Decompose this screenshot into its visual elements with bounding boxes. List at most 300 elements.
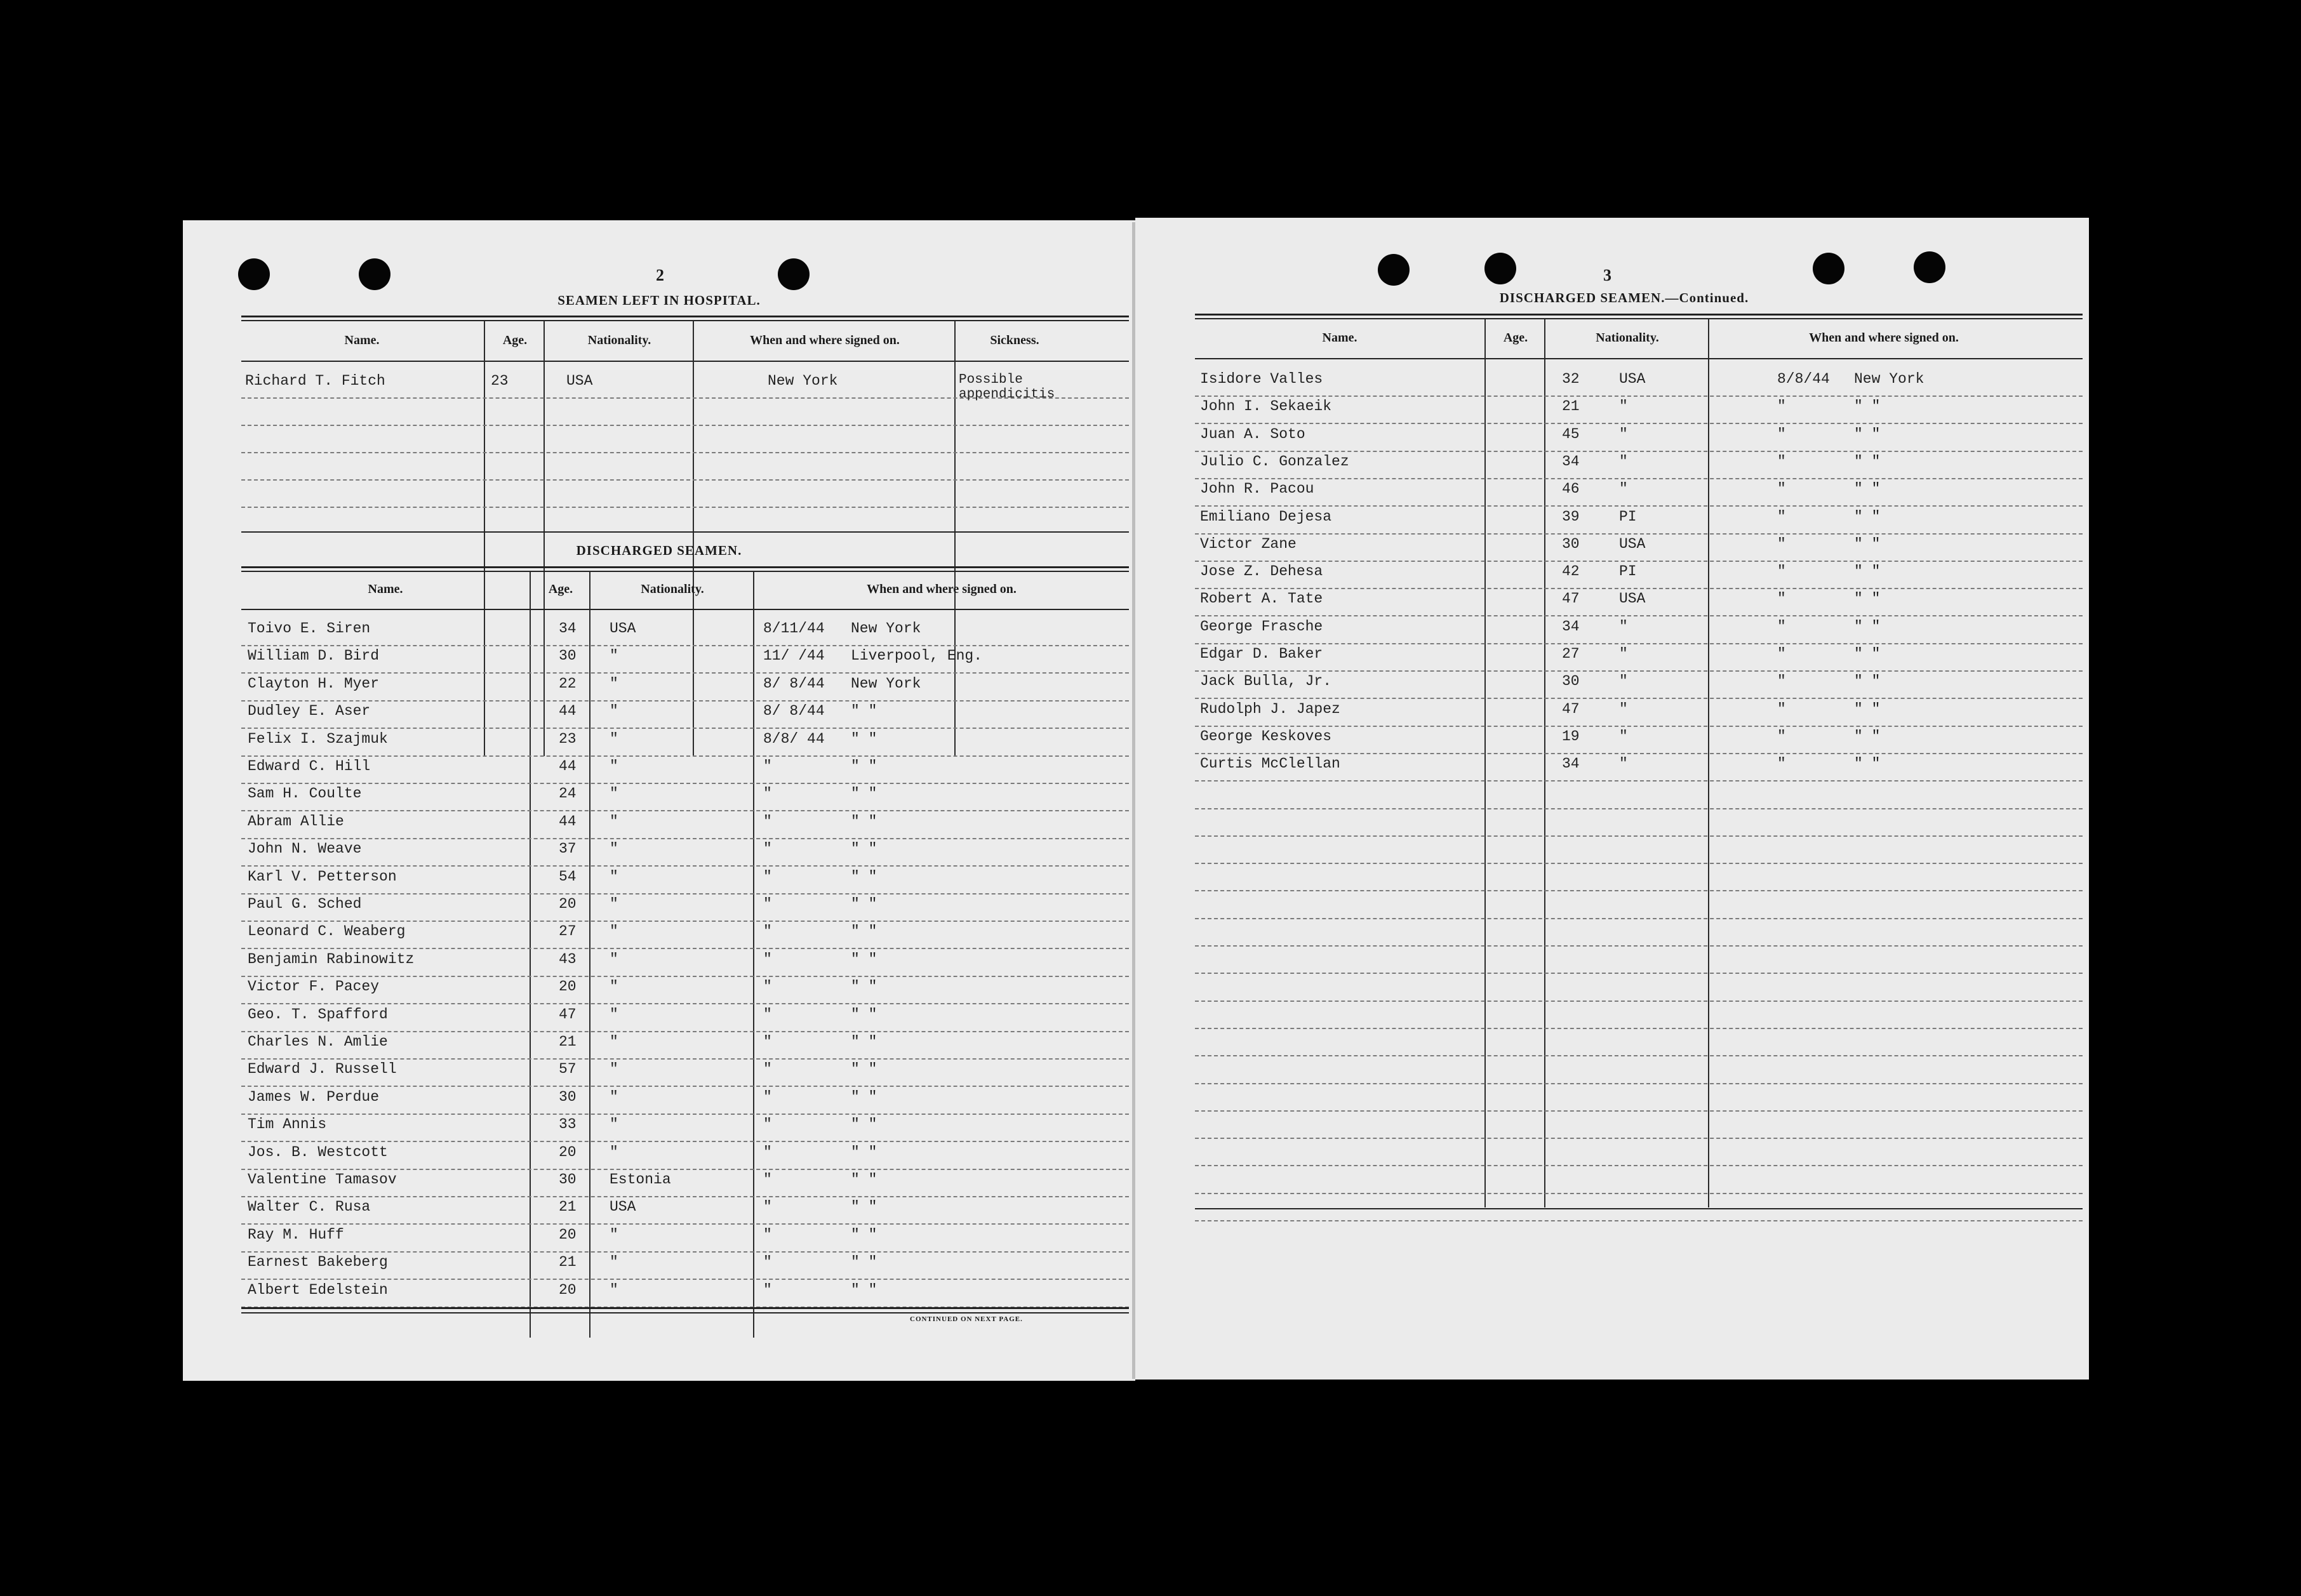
table-row [1195, 726, 2083, 754]
age-cell: 21 [559, 1199, 577, 1216]
age-cell: 44 [559, 813, 577, 830]
age-cell: 47 [1562, 700, 1580, 717]
nationality-cell: " [610, 1061, 618, 1078]
page-number: 3 [1603, 266, 1611, 284]
date-cell: " [763, 1226, 772, 1243]
place-cell: " " [851, 1281, 877, 1298]
date-cell: " [763, 785, 772, 802]
signed-cell: New York [768, 373, 838, 389]
name-cell: Benjamin Rabinowitz [248, 950, 415, 968]
nationality-cell: " [1619, 646, 1628, 662]
place-cell: " " [1854, 481, 1881, 498]
place-cell: " " [851, 1199, 877, 1216]
discharged-title: DISCHARGED SEAMEN. [576, 543, 742, 558]
nationality-cell: " [610, 1088, 618, 1105]
table-row [241, 948, 1129, 977]
table-row [241, 397, 1129, 426]
name-cell: Geo. T. Spafford [248, 1006, 388, 1023]
date-cell: " [1777, 535, 1786, 552]
name-cell: Edward J. Russell [248, 1061, 397, 1078]
age-cell: 20 [559, 1226, 577, 1243]
place-cell: " " [851, 841, 877, 858]
nationality-cell: " [610, 978, 618, 995]
name-cell: Ray M. Huff [248, 1226, 344, 1243]
name-cell: Leonard C. Weaberg [248, 923, 406, 940]
name-cell: Emiliano Dejesa [1200, 508, 1332, 525]
place-cell: " " [1854, 618, 1881, 635]
date-cell: " [763, 1116, 772, 1133]
column-header: Name. [1322, 331, 1357, 345]
nationality-cell: USA [610, 1199, 636, 1216]
binder-hole [359, 258, 390, 290]
nationality-cell: " [610, 1226, 618, 1243]
name-cell: Toivo E. Siren [248, 620, 371, 637]
table-row [241, 1224, 1129, 1253]
table-row [241, 811, 1129, 839]
column-header: Sickness. [990, 333, 1039, 347]
nationality-cell: " [1619, 700, 1628, 717]
date-cell: " [1777, 425, 1786, 442]
name-cell: Walter C. Rusa [248, 1199, 371, 1216]
date-cell: " [763, 950, 772, 968]
table-row [241, 921, 1129, 949]
table-row [241, 673, 1129, 702]
table-row [1195, 561, 2083, 589]
place-cell: " " [1854, 398, 1881, 415]
table-row [1195, 1193, 2083, 1221]
nationality-cell: " [610, 923, 618, 940]
nationality-cell: " [610, 813, 618, 830]
nationality-cell: " [610, 648, 618, 665]
place-cell: " " [851, 1006, 877, 1023]
table-row [1195, 1083, 2083, 1112]
nationality-cell: " [1619, 618, 1628, 635]
date-cell: " [763, 1034, 772, 1050]
nationality-cell: " [610, 1254, 618, 1271]
divider [241, 320, 1129, 321]
table-row [1195, 506, 2083, 535]
column-header: When and where signed on. [1809, 331, 1959, 345]
name-cell: Isidore Valles [1200, 371, 1323, 387]
place-cell: " " [851, 923, 877, 940]
nationality-cell: " [610, 868, 618, 885]
table-row [1195, 1138, 2083, 1166]
age-cell: 20 [559, 896, 577, 912]
nationality-cell: " [610, 703, 618, 720]
column-header: Name. [344, 333, 380, 347]
age-cell: 57 [559, 1061, 577, 1078]
age-cell: 42 [1562, 563, 1580, 580]
table-row [1195, 478, 2083, 507]
binder-hole [1484, 253, 1516, 284]
age-cell: 22 [559, 675, 577, 692]
place-cell: " " [1854, 535, 1881, 552]
name-cell: John N. Weave [248, 841, 362, 858]
name-cell: Clayton H. Myer [248, 675, 380, 692]
name-cell: Jose Z. Dehesa [1200, 563, 1323, 580]
binder-hole [1914, 251, 1945, 283]
nationality-cell: USA [1619, 371, 1646, 387]
table-row [241, 1114, 1129, 1142]
divider [241, 1312, 1129, 1313]
table-row [1195, 1110, 2083, 1139]
age-cell: 24 [559, 785, 577, 802]
age-cell: 21 [559, 1254, 577, 1271]
date-cell: 8/ 8/44 [763, 703, 825, 720]
age-cell: 30 [559, 1171, 577, 1188]
age-cell: 54 [559, 868, 577, 885]
divider [1195, 314, 2083, 316]
table-row [1195, 451, 2083, 479]
table-row [1195, 1028, 2083, 1056]
binder-hole [1378, 254, 1410, 286]
table-row [1195, 753, 2083, 781]
page-number: 2 [656, 266, 664, 284]
age-cell: 34 [1562, 618, 1580, 635]
table-row [1195, 863, 2083, 891]
age-cell: 30 [559, 1088, 577, 1105]
table-row [241, 452, 1129, 481]
age-cell: 47 [559, 1006, 577, 1023]
name-cell: Tim Annis [248, 1116, 327, 1133]
table-row [1195, 808, 2083, 837]
table-row [1195, 533, 2083, 562]
table-row [241, 700, 1129, 729]
nationality-cell: " [610, 896, 618, 912]
nationality-cell: " [610, 758, 618, 775]
table-row [241, 425, 1129, 453]
place-cell: " " [851, 978, 877, 995]
divider [241, 566, 1129, 568]
table-row [1195, 945, 2083, 974]
table-row [1195, 973, 2083, 1002]
age-cell: 44 [559, 758, 577, 775]
nationality-cell: PI [1619, 563, 1637, 580]
place-cell: " " [1854, 508, 1881, 525]
name-cell: John R. Pacou [1200, 481, 1314, 498]
name-cell: Edward C. Hill [248, 758, 371, 775]
age-cell: 20 [559, 978, 577, 995]
date-cell: 8/ 8/44 [763, 675, 825, 692]
date-cell: " [763, 1254, 772, 1271]
date-cell: " [763, 1061, 772, 1078]
divider [1195, 1208, 2083, 1209]
nationality-cell: " [1619, 481, 1628, 498]
name-cell: Edgar D. Baker [1200, 646, 1323, 662]
place-cell: " " [851, 896, 877, 912]
place-cell: " " [1854, 673, 1881, 690]
place-cell: " " [1854, 700, 1881, 717]
place-cell: " " [851, 730, 877, 747]
place-cell: New York [851, 675, 921, 692]
table-row [241, 1086, 1129, 1115]
age-cell: 21 [559, 1034, 577, 1050]
nationality-cell: USA [1619, 590, 1646, 608]
date-cell: " [763, 841, 772, 858]
binder-hole [1813, 253, 1844, 284]
place-cell: " " [851, 1088, 877, 1105]
place-cell: New York [851, 620, 921, 637]
date-cell: 8/8/ 44 [763, 730, 825, 747]
table-row [241, 755, 1129, 784]
date-cell: " [1777, 728, 1786, 745]
nationality-cell: " [1619, 453, 1628, 470]
nationality-cell: USA [566, 373, 593, 389]
column-header: Nationality. [1596, 331, 1659, 345]
name-cell: Charles N. Amlie [248, 1034, 388, 1050]
name-cell: John I. Sekaeik [1200, 398, 1332, 415]
table-row [241, 1279, 1129, 1308]
place-cell: " " [851, 1116, 877, 1133]
hospital-title: SEAMEN LEFT IN HOSPITAL. [557, 293, 761, 308]
table-row [1195, 781, 2083, 809]
name-cell: George Frasche [1200, 618, 1323, 635]
place-cell: " " [851, 950, 877, 968]
nationality-cell: " [610, 841, 618, 858]
name-cell: Rudolph J. Japez [1200, 700, 1340, 717]
table-row [241, 618, 1129, 646]
name-cell: Dudley E. Aser [248, 703, 371, 720]
place-cell: " " [851, 1143, 877, 1160]
binder-hole [238, 258, 270, 290]
age-cell: 43 [559, 950, 577, 968]
name-cell: James W. Perdue [248, 1088, 380, 1105]
age-cell: 47 [1562, 590, 1580, 608]
date-cell: " [763, 896, 772, 912]
age-cell: 30 [559, 648, 577, 665]
table-row [241, 370, 1129, 402]
place-cell: " " [1854, 590, 1881, 608]
table-row [241, 645, 1129, 674]
name-cell: Felix I. Szajmuk [248, 730, 388, 747]
age-cell: 34 [1562, 755, 1580, 773]
nationality-cell: " [610, 785, 618, 802]
nationality-cell: " [610, 1143, 618, 1160]
age-cell: 33 [559, 1116, 577, 1133]
date-cell: " [1777, 398, 1786, 415]
divider [241, 609, 1129, 610]
place-cell: " " [851, 868, 877, 885]
date-cell: " [1777, 453, 1786, 470]
table-row [1195, 588, 2083, 616]
name-cell: Victor Zane [1200, 535, 1297, 552]
divider [1195, 318, 2083, 319]
column-header: When and where signed on. [867, 582, 1017, 596]
nationality-cell: " [1619, 755, 1628, 773]
place-cell: " " [851, 1061, 877, 1078]
sickness-cell: Possible appendicitis [959, 373, 1055, 402]
table-row [241, 893, 1129, 922]
name-cell: Karl V. Petterson [248, 868, 397, 885]
divider [241, 361, 1129, 362]
age-cell: 30 [1562, 673, 1580, 690]
table-row [241, 866, 1129, 894]
age-cell: 19 [1562, 728, 1580, 745]
age-cell: 23 [559, 730, 577, 747]
table-row [1195, 698, 2083, 727]
age-cell: 32 [1562, 371, 1580, 387]
table-row [241, 1196, 1129, 1225]
date-cell: " [763, 1143, 772, 1160]
table-row [1195, 616, 2083, 644]
age-cell: 44 [559, 703, 577, 720]
nationality-cell: " [1619, 425, 1628, 442]
right-page [1135, 218, 2089, 1380]
table-row [241, 1004, 1129, 1032]
age-cell: 34 [559, 620, 577, 637]
nationality-cell: " [610, 1006, 618, 1023]
nationality-cell: " [1619, 398, 1628, 415]
date-cell: " [763, 923, 772, 940]
nationality-cell: USA [1619, 535, 1646, 552]
name-cell: Jack Bulla, Jr. [1200, 673, 1332, 690]
left-page [183, 220, 1135, 1381]
table-row [241, 728, 1129, 757]
nationality-cell: " [610, 675, 618, 692]
binder-hole [778, 258, 810, 290]
name-cell: Victor F. Pacey [248, 978, 380, 995]
date-cell: " [763, 1199, 772, 1216]
place-cell: " " [1854, 453, 1881, 470]
age-cell: 46 [1562, 481, 1580, 498]
name-cell: Earnest Bakeberg [248, 1254, 388, 1271]
date-cell: 8/11/44 [763, 620, 825, 637]
date-cell: 8/8/44 [1777, 371, 1830, 387]
name-cell: Robert A. Tate [1200, 590, 1323, 608]
name-cell: William D. Bird [248, 648, 380, 665]
nationality-cell: " [610, 730, 618, 747]
date-cell: " [1777, 563, 1786, 580]
name-cell: Julio C. Gonzalez [1200, 453, 1349, 470]
column-header: Nationality. [587, 333, 651, 347]
date-cell: " [1777, 646, 1786, 662]
table-row [1195, 1056, 2083, 1084]
divider [241, 1307, 1129, 1309]
age-cell: 20 [559, 1281, 577, 1298]
table-row [1195, 396, 2083, 424]
date-cell: " [763, 1088, 772, 1105]
place-cell: " " [1854, 563, 1881, 580]
place-cell: New York [1854, 371, 1924, 387]
name-cell: Juan A. Soto [1200, 425, 1305, 442]
table-row [1195, 1001, 2083, 1029]
date-cell: " [763, 978, 772, 995]
place-cell: " " [1854, 728, 1881, 745]
column-header: Name. [368, 582, 403, 596]
table-row [241, 1031, 1129, 1060]
nationality-cell: USA [610, 620, 636, 637]
table-row [1195, 368, 2083, 397]
date-cell: " [763, 1281, 772, 1298]
table-row [1195, 423, 2083, 452]
column-header: When and where signed on. [750, 333, 900, 347]
date-cell: " [1777, 673, 1786, 690]
name-cell: Valentine Tamasov [248, 1171, 397, 1188]
nationality-cell: " [610, 1116, 618, 1133]
age-cell: 20 [559, 1143, 577, 1160]
age-cell: 37 [559, 841, 577, 858]
name-cell: Paul G. Sched [248, 896, 362, 912]
table-row [241, 1169, 1129, 1197]
place-cell: " " [851, 1171, 877, 1188]
date-cell: " [1777, 700, 1786, 717]
age-cell: 27 [559, 923, 577, 940]
date-cell: " [1777, 508, 1786, 525]
nationality-cell: " [610, 1281, 618, 1298]
discharged-continued-title: DISCHARGED SEAMEN.—Continued. [1499, 290, 1749, 305]
name-cell: Abram Allie [248, 813, 344, 830]
name-cell: Jos. B. Westcott [248, 1143, 388, 1160]
table-row [241, 783, 1129, 811]
place-cell: " " [851, 758, 877, 775]
date-cell: " [1777, 590, 1786, 608]
age-cell: 34 [1562, 453, 1580, 470]
nationality-cell: " [610, 950, 618, 968]
place-cell: " " [851, 703, 877, 720]
age-cell: 27 [1562, 646, 1580, 662]
name-cell: Richard T. Fitch [245, 373, 385, 389]
nationality-cell: Estonia [610, 1171, 671, 1188]
divider [241, 531, 1129, 533]
table-row [1195, 918, 2083, 947]
age-cell: 30 [1562, 535, 1580, 552]
place-cell: " " [1854, 755, 1881, 773]
nationality-cell: " [1619, 728, 1628, 745]
name-cell: Albert Edelstein [248, 1281, 388, 1298]
column-header: Age. [1503, 331, 1528, 345]
continued-note: CONTINUED ON NEXT PAGE. [910, 1315, 1023, 1323]
name-cell: George Keskoves [1200, 728, 1332, 745]
divider [241, 316, 1129, 317]
divider [241, 571, 1129, 572]
table-row [241, 1141, 1129, 1170]
date-cell: " [763, 1171, 772, 1188]
name-cell: Curtis McClellan [1200, 755, 1340, 773]
table-row [241, 479, 1129, 508]
date-cell: " [1777, 481, 1786, 498]
table-row [1195, 835, 2083, 864]
age-cell: 45 [1562, 425, 1580, 442]
nationality-cell: PI [1619, 508, 1637, 525]
age-cell: 23 [491, 373, 509, 389]
date-cell: 11/ /44 [763, 648, 825, 665]
date-cell: " [763, 1006, 772, 1023]
table-row [1195, 643, 2083, 672]
date-cell: " [763, 813, 772, 830]
table-row [1195, 891, 2083, 919]
place-cell: " " [851, 813, 877, 830]
nationality-cell: " [610, 1034, 618, 1050]
place-cell: " " [851, 1226, 877, 1243]
age-cell: 21 [1562, 398, 1580, 415]
table-row [1195, 670, 2083, 699]
name-cell: Sam H. Coulte [248, 785, 362, 802]
date-cell: " [1777, 618, 1786, 635]
age-cell: 39 [1562, 508, 1580, 525]
place-cell: " " [851, 1034, 877, 1050]
table-row [1195, 1166, 2083, 1194]
table-row [241, 1251, 1129, 1280]
table-row [241, 838, 1129, 867]
date-cell: " [763, 868, 772, 885]
column-header: Age. [548, 582, 573, 596]
divider [1195, 358, 2083, 359]
date-cell: " [763, 758, 772, 775]
place-cell: " " [1854, 646, 1881, 662]
column-header: Nationality. [641, 582, 704, 596]
column-header: Age. [502, 333, 528, 347]
date-cell: " [1777, 755, 1786, 773]
